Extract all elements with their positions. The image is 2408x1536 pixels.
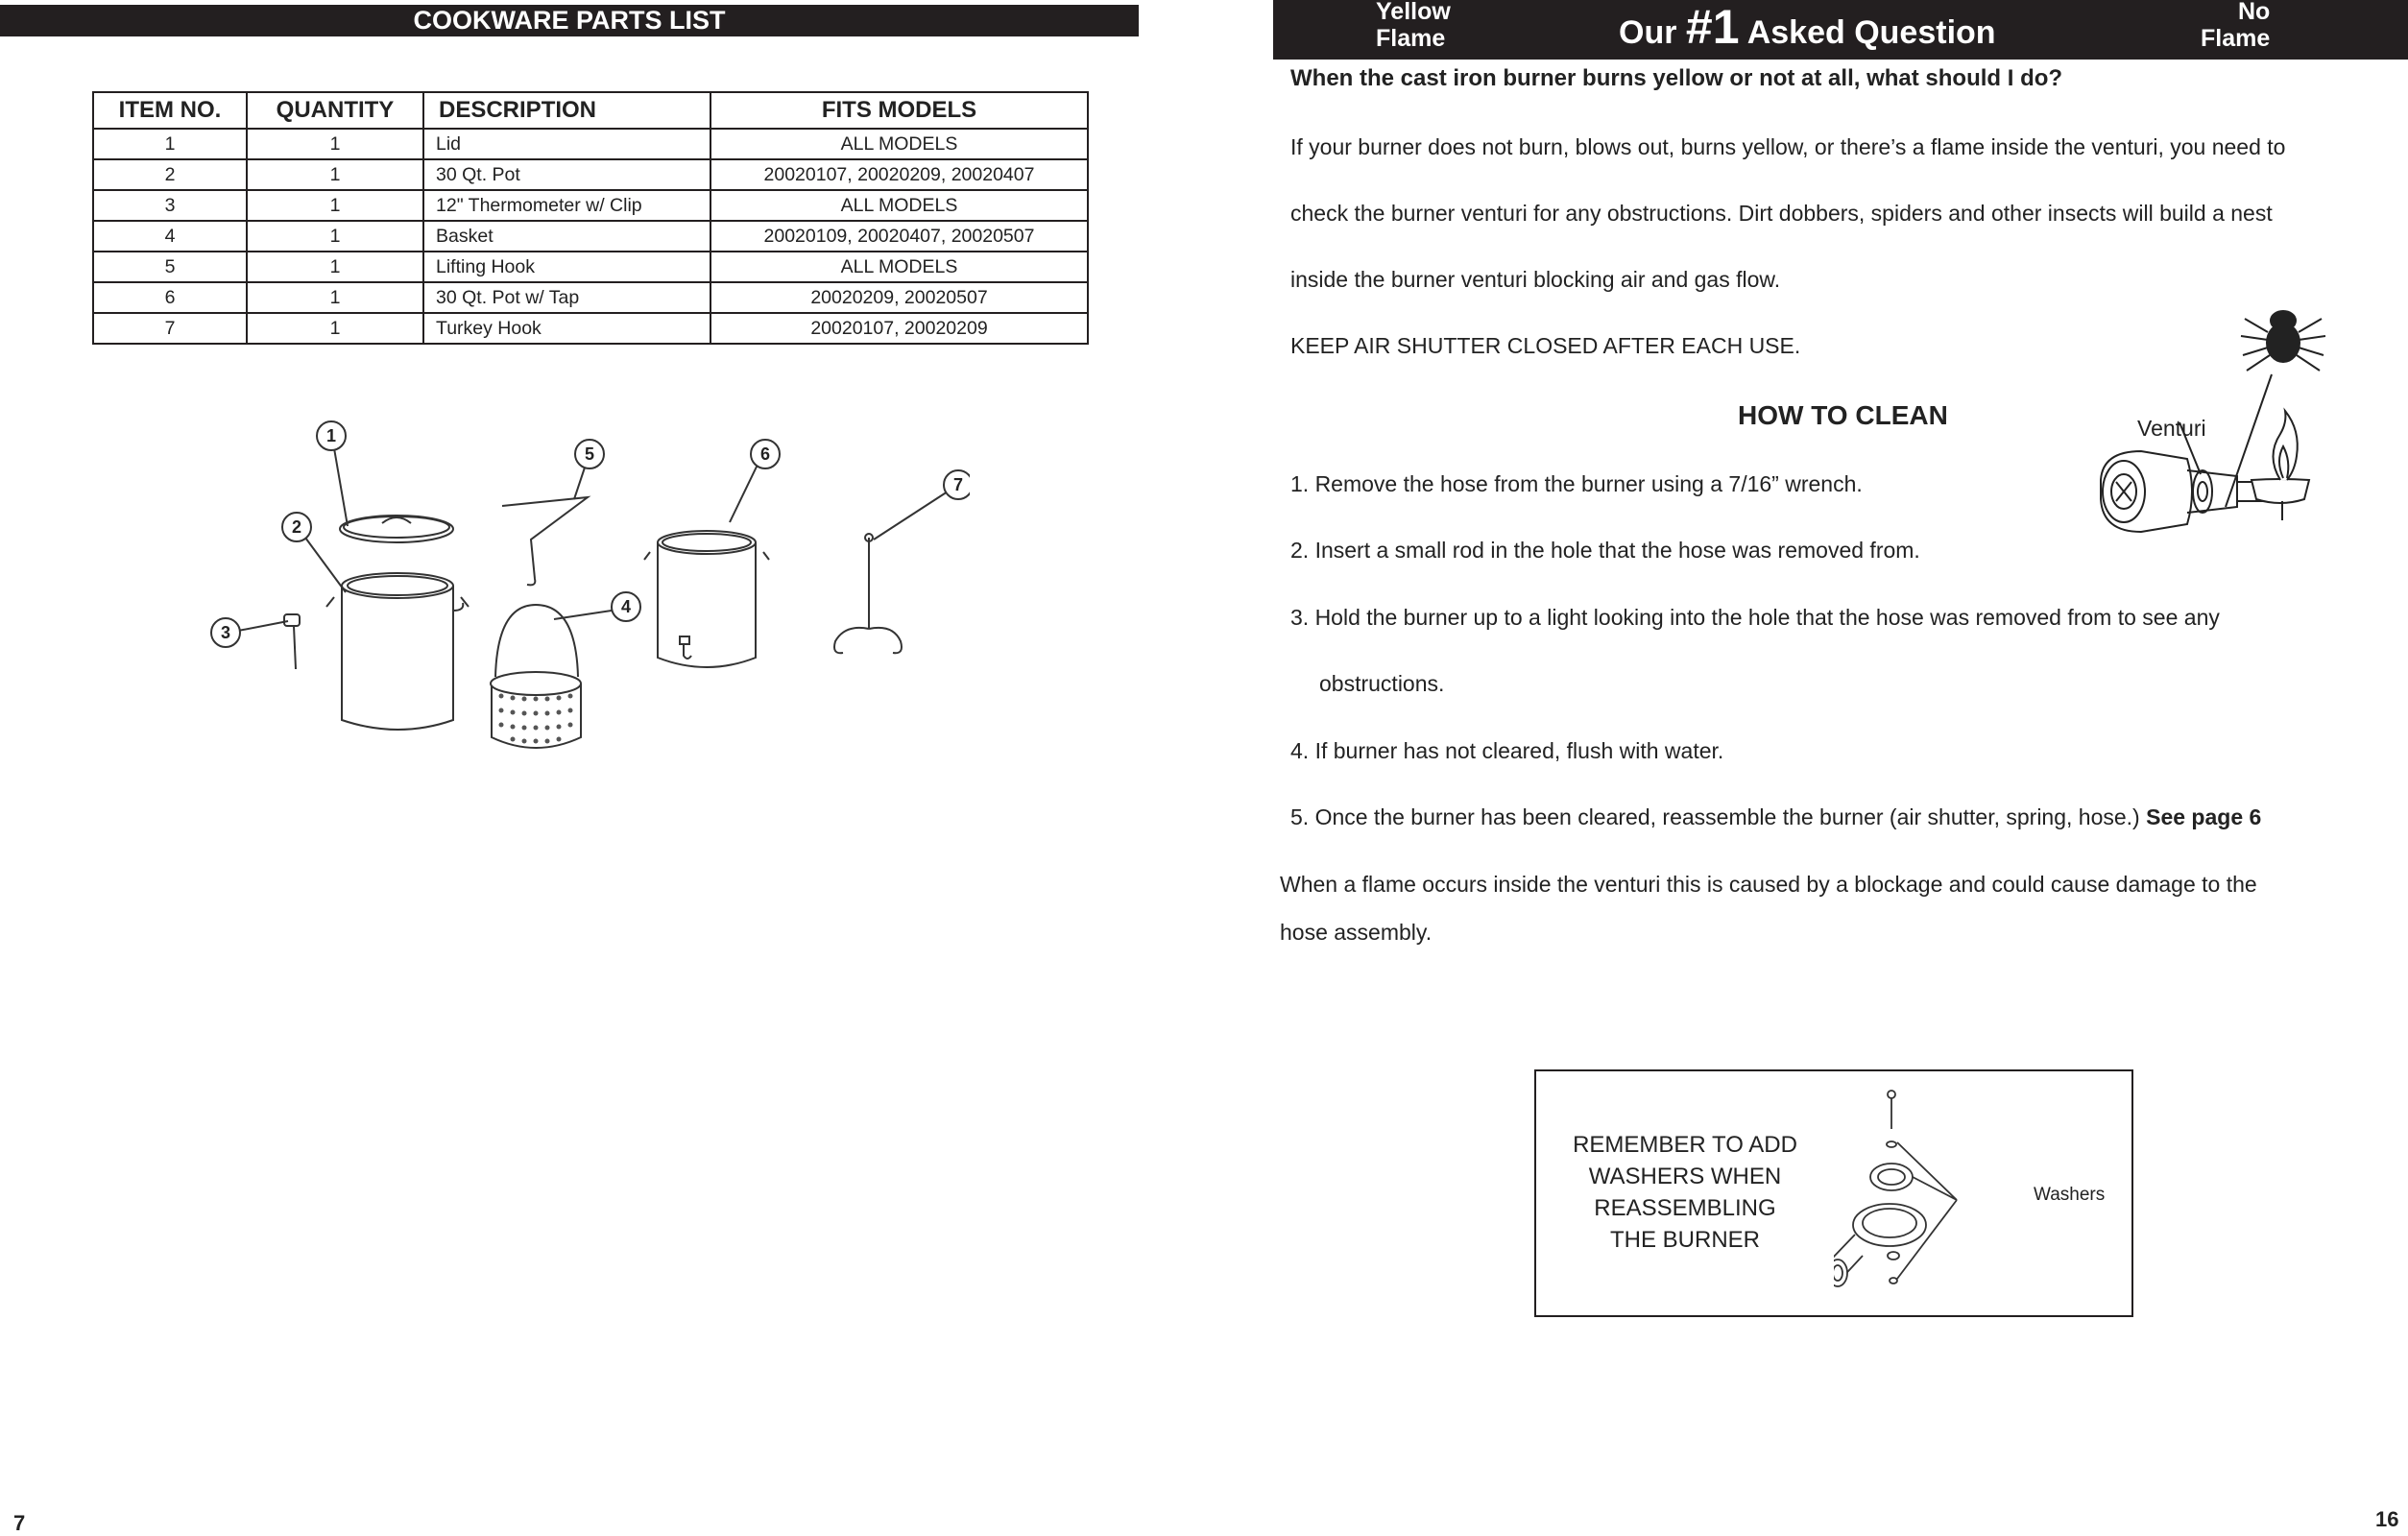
table-row — [93, 282, 1088, 313]
venturi-spider-illustration — [2083, 269, 2343, 547]
table-row — [93, 159, 1088, 190]
header-description: DESCRIPTION — [423, 92, 710, 129]
how-to-clean-heading: HOW TO CLEAN — [1738, 400, 1948, 430]
no-flame-line-1: No — [2237, 0, 2271, 25]
clean-step-1: 1. Remove the hose from the burner using a 7/16” wrench. — [1290, 471, 1863, 496]
cell-qty: 1 — [247, 252, 423, 282]
see-page-link: See page 6 — [2146, 804, 2262, 829]
lid-drawing — [340, 516, 453, 542]
faq-question: When the cast iron burner burns yellow or not at all, what should I do? — [1290, 65, 2063, 91]
cell-fits: 20020107, 20020209 — [710, 313, 1088, 344]
cell-fits: ALL MODELS — [710, 190, 1088, 221]
cell-item: 5 — [93, 252, 247, 282]
cell-desc: Basket — [423, 221, 710, 252]
callout-6: 6 — [759, 444, 771, 464]
cell-desc: Lid — [423, 129, 710, 159]
cell-desc: 30 Qt. Pot — [423, 159, 710, 190]
air-shutter-warning: KEEP AIR SHUTTER CLOSED AFTER EACH USE. — [1290, 333, 1801, 358]
flame-note-line-1: When a flame occurs inside the venturi this is caused by a blockage and could cause damage to the — [1280, 872, 2257, 897]
clean-step-5 — [1290, 804, 2261, 830]
left-page-number: 7 — [13, 1511, 26, 1535]
pot-drawing — [326, 573, 469, 730]
title-number: #1 — [1685, 0, 1740, 54]
cookware-parts-illustration — [202, 408, 970, 773]
venturi-label: Venturi — [2137, 416, 2206, 441]
no-flame-label — [2201, 0, 2270, 52]
cell-item: 2 — [93, 159, 247, 190]
cell-qty: 1 — [247, 221, 423, 252]
washer-reminder-box — [1534, 1069, 2133, 1317]
reminder-text — [1565, 1129, 1805, 1256]
reminder-line-2: WASHERS WHEN — [1588, 1164, 1782, 1189]
spider-icon — [2241, 311, 2325, 371]
cell-desc: 12" Thermometer w/ Clip — [423, 190, 710, 221]
paragraph-line-3: inside the burner venturi blocking air and gas flow. — [1290, 267, 1781, 292]
parts-list-banner: COOKWARE PARTS LIST — [0, 5, 1139, 36]
table-row — [93, 313, 1088, 344]
paragraph-line-1: If your burner does not burn, blows out, burns yellow, or there’s a flame inside the venturi, you need to — [1290, 134, 2286, 159]
reminder-line-3: REASSEMBLING — [1594, 1195, 1776, 1221]
washers-label: Washers — [2034, 1185, 2106, 1205]
cell-qty: 1 — [247, 190, 423, 221]
title-pre: Our — [1619, 14, 1686, 51]
basket-drawing — [491, 605, 581, 748]
header-fits-models: FITS MODELS — [710, 92, 1088, 129]
right-page-number: 16 — [2375, 1507, 2399, 1531]
table-row — [93, 221, 1088, 252]
callout-5: 5 — [584, 444, 595, 464]
cell-desc: Lifting Hook — [423, 252, 710, 282]
faq-banner — [1273, 0, 2408, 60]
reminder-line-1: REMEMBER TO ADD — [1573, 1132, 1797, 1158]
flame-note-line-2: hose assembly. — [1280, 920, 1433, 945]
clean-step-2: 2. Insert a small rod in the hole that the hose was removed from. — [1290, 538, 1920, 563]
callout-4: 4 — [620, 597, 632, 616]
cell-fits: ALL MODELS — [710, 129, 1088, 159]
header-item-no: ITEM NO. — [93, 92, 247, 129]
callout-1: 1 — [325, 426, 337, 445]
cell-item: 7 — [93, 313, 247, 344]
yellow-flame-label — [1376, 0, 1451, 52]
pot-with-tap-drawing — [644, 531, 769, 667]
turkey-hook-drawing — [834, 534, 902, 653]
banner-title — [1619, 0, 1996, 60]
table-header-row — [93, 92, 1088, 129]
table-row — [93, 129, 1088, 159]
cell-qty: 1 — [247, 313, 423, 344]
yellow-flame-line-1: Yellow — [1376, 0, 1451, 25]
clean-step-3-cont: obstructions. — [1319, 671, 1445, 696]
cell-item: 1 — [93, 129, 247, 159]
paragraph-line-2: check the burner venturi for any obstructions. Dirt dobbers, spiders and other insects will build a nest — [1290, 201, 2273, 226]
cell-item: 3 — [93, 190, 247, 221]
title-post: Asked Question — [1739, 14, 1996, 51]
clean-step-4: 4. If burner has not cleared, flush with water. — [1290, 738, 1724, 763]
cell-desc: Turkey Hook — [423, 313, 710, 344]
reminder-line-4: THE BURNER — [1609, 1227, 1760, 1253]
callout-7: 7 — [952, 475, 964, 494]
cell-fits: ALL MODELS — [710, 252, 1088, 282]
lifting-hook-drawing — [502, 497, 588, 585]
no-flame-line-2: Flame — [2201, 25, 2271, 52]
cell-item: 6 — [93, 282, 247, 313]
cell-item: 4 — [93, 221, 247, 252]
table-row — [93, 252, 1088, 282]
table-row — [93, 190, 1088, 221]
cell-qty: 1 — [247, 159, 423, 190]
yellow-flame-line-2: Flame — [1376, 25, 1446, 52]
cell-fits: 20020209, 20020507 — [710, 282, 1088, 313]
header-quantity: QUANTITY — [247, 92, 423, 129]
burner-washers-illustration — [1834, 1081, 2035, 1302]
cell-qty: 1 — [247, 129, 423, 159]
clean-step-3: 3. Hold the burner up to a light looking into the hole that the hose was removed from to see any — [1290, 605, 2220, 630]
callout-3: 3 — [220, 623, 231, 642]
parts-table — [92, 91, 1089, 345]
thermometer-drawing — [284, 614, 300, 669]
cell-desc: 30 Qt. Pot w/ Tap — [423, 282, 710, 313]
clean-step-5-text: 5. Once the burner has been cleared, reassemble the burner (air shutter, spring, hose.) — [1290, 804, 2147, 829]
cell-fits: 20020109, 20020407, 20020507 — [710, 221, 1088, 252]
cell-fits: 20020107, 20020209, 20020407 — [710, 159, 1088, 190]
callout-2: 2 — [291, 517, 302, 537]
cell-qty: 1 — [247, 282, 423, 313]
